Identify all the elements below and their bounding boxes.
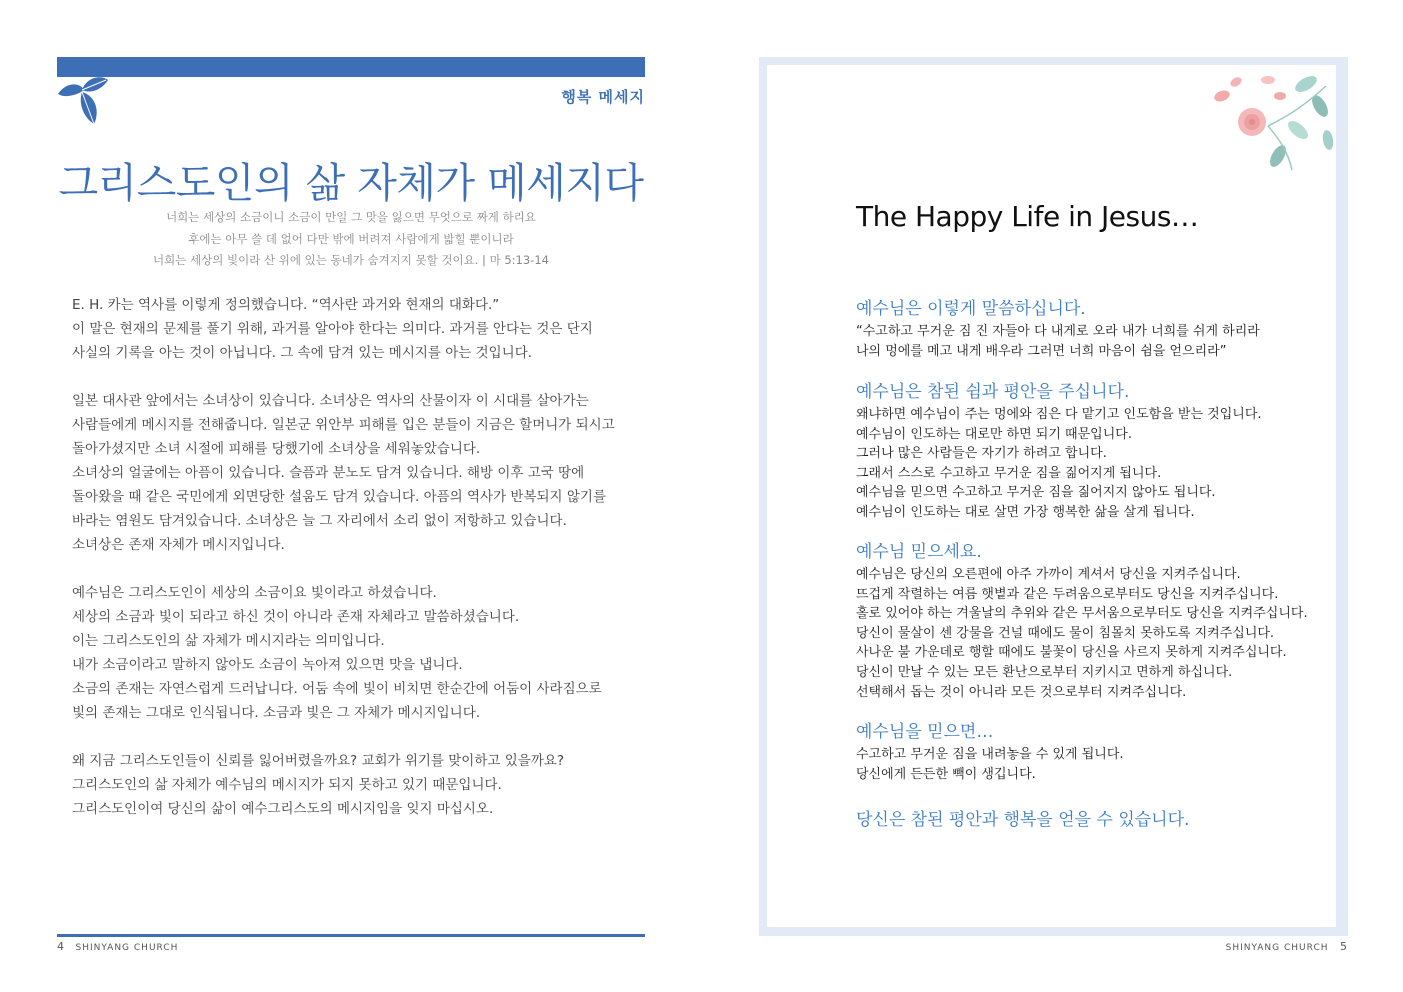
- text-line: E. H. 카는 역사를 이렇게 정의했습니다. “역사란 과거와 현재의 대화다.”: [72, 297, 500, 313]
- paragraph: [72, 749, 642, 821]
- text-line: 그래서 스스로 수고하고 무거운 짐을 짊어지게 됩니다.: [856, 465, 1162, 481]
- section-heading: 예수님 믿으세요.: [856, 542, 982, 562]
- section-heading: 예수님은 참된 쉼과 평안을 주십니다.: [856, 382, 1130, 402]
- paragraph: [72, 581, 642, 725]
- bible-verse: [57, 207, 645, 272]
- footer-bar: [57, 934, 645, 937]
- text-line: 선택해서 돕는 것이 아니라 모든 것으로부터 지켜주십니다.: [856, 684, 1187, 700]
- verse-line: 너희는 세상의 소금이니 소금이 만일 그 맛을 잃으면 무엇으로 짜게 하리요: [166, 210, 536, 224]
- text-line: 사람들에게 메시지를 전해줍니다. 일본군 위안부 피해를 입은 분들이 지금은 할머니가 되시고: [72, 417, 615, 433]
- text-line: 일본 대사관 앞에서는 소녀상이 있습니다. 소녀상은 역사의 산물이자 이 시대를 살아가는: [72, 393, 589, 409]
- message-section: [856, 296, 1260, 361]
- verse-line: 너희는 세상의 빛이라 산 위에 있는 동네가 숨겨지지 못할 것이요. | 마 5:13-14: [153, 253, 549, 267]
- text-line: 이 말은 현재의 문제를 풀기 위해, 과거를 알아야 한다는 의미다. 과거를 안다는 것은 단지: [72, 321, 593, 337]
- header-bar: [57, 57, 645, 77]
- text-line: 소금의 존재는 자연스럽게 드러납니다. 어둠 속에 빛이 비치면 한순간에 어둠이 사라짐으로: [72, 681, 602, 697]
- closing-statement: 당신은 참된 평안과 행복을 얻을 수 있습니다.: [856, 810, 1190, 830]
- text-line: 예수님을 믿으면 수고하고 무거운 짐을 짊어지지 않아도 됩니다.: [856, 485, 1216, 501]
- text-line: 돌아가셨지만 소녀 시절에 피해를 당했기에 소녀상을 세워놓았습니다.: [72, 441, 481, 457]
- page-number: 4: [57, 940, 64, 953]
- paragraph: [72, 389, 642, 557]
- text-line: 예수님이 인도하는 대로만 하면 되기 때문입니다.: [856, 426, 1132, 442]
- text-line: 왜 지금 그리스도인들이 신뢰를 잃어버렸을까요? 교회가 위기를 맞이하고 있을까요?: [72, 753, 565, 769]
- text-line: 당신이 만날 수 있는 모든 환난으로부터 지키시고 면하게 하십니다.: [856, 664, 1233, 680]
- page-number: 5: [1340, 940, 1347, 953]
- text-line: 수고하고 무거운 짐을 내려놓을 수 있게 됩니다.: [856, 747, 1124, 762]
- verse-line: 후에는 아무 쓸 데 없어 다만 밖에 버려져 사람에게 밟힐 뿐이니라: [188, 231, 514, 246]
- text-line: 소녀상은 존재 자체가 메시지입니다.: [72, 537, 285, 553]
- section-label: 행복 메세지: [561, 88, 645, 106]
- message-section: [856, 379, 1262, 523]
- text-line: 그리스도인의 삶 자체가 예수님의 메시지가 되지 못하고 있기 때문입니다.: [72, 777, 502, 793]
- text-line: 뜨겁게 작렬하는 여름 햇볕과 같은 두려움으로부터도 당신을 지켜주십니다.: [856, 586, 1279, 602]
- church-name: SHINYANG CHURCH: [1225, 943, 1329, 953]
- section-heading: 예수님을 믿으면…: [856, 722, 994, 742]
- text-line: “수고하고 무거운 짐 진 자들아 다 내게로 오라 내가 너희를 쉬게 하리라: [856, 324, 1260, 339]
- text-line: 당신에게 든든한 빽이 생깁니다.: [856, 766, 1036, 782]
- church-name: SHINYANG CHURCH: [75, 943, 179, 953]
- text-line: 왜냐하면 예수님이 주는 멍에와 짐은 다 맡기고 인도함을 받는 것입니다.: [856, 407, 1262, 422]
- text-line: 사나운 불 가운데로 행할 때에도 불꽃이 당신을 사르지 못하게 지켜주십니다.: [856, 645, 1287, 661]
- text-line: 돌아왔을 때 같은 국민에게 외면당한 설움도 담겨 있습니다. 아픔의 역사가 반복되지 않기를: [72, 489, 607, 505]
- text-line: 그리스도인이여 당신의 삶이 예수그리스도의 메시지임을 잊지 마십시오.: [72, 801, 494, 817]
- text-line: 세상의 소금과 빛이 되라고 하신 것이 아니라 존재 자체라고 말씀하셨습니다.: [72, 609, 520, 625]
- text-line: 빛의 존재는 그대로 인식됩니다. 소금과 빛은 그 자체가 메시지입니다.: [72, 705, 481, 721]
- blue-leaf-icon: [52, 72, 112, 128]
- section-heading: 예수님은 이렇게 말씀하십니다.: [856, 299, 1086, 319]
- message-section: [856, 719, 1124, 784]
- text-line: 홀로 있어야 하는 겨울날의 추위와 같은 무서움으로부터도 당신을 지켜주십니다.: [856, 606, 1308, 622]
- text-line: 예수님은 그리스도인이 세상의 소금이요 빛이라고 하셨습니다.: [72, 585, 437, 601]
- message-section: [856, 539, 1308, 702]
- page-title: 그리스도인의 삶 자체가 메세지다: [58, 159, 644, 207]
- text-line: 당신이 물살이 센 강물을 건널 때에도 물이 침몰치 못하도록 지켜주십니다.: [856, 625, 1275, 641]
- text-line: 사실의 기록을 아는 것이 아닙니다. 그 속에 담겨 있는 메시지를 아는 것입니다.: [72, 345, 533, 361]
- text-line: 그러나 많은 사람들은 자기가 하려고 합니다.: [856, 446, 1107, 462]
- paragraph: [72, 293, 642, 365]
- footer-right: [1226, 940, 1347, 953]
- article-body: [72, 293, 642, 845]
- flower-bouquet-icon: [1208, 66, 1336, 176]
- text-line: 이는 그리스도인의 삶 자체가 메시지라는 의미입니다.: [72, 633, 385, 649]
- text-line: 소녀상의 얼굴에는 아픔이 있습니다. 슬픔과 분노도 담겨 있습니다. 해방 이후 고국 땅에: [72, 465, 585, 481]
- text-line: 내가 소금이라고 말하지 않아도 소금이 녹아져 있으면 맛을 냅니다.: [72, 657, 463, 673]
- footer-left: [57, 940, 178, 953]
- text-line: 예수님이 인도하는 대로 살면 가장 행복한 삶을 살게 됩니다.: [856, 504, 1195, 520]
- text-line: 나의 멍에를 메고 내게 배우라 그러면 너희 마음이 쉼을 얻으리라”: [856, 343, 1227, 359]
- text-line: 예수님은 당신의 오른편에 아주 가까이 계셔서 당신을 지켜주십니다.: [856, 567, 1241, 582]
- page-title: The Happy Life in Jesus…: [856, 200, 1199, 233]
- text-line: 바라는 염원도 담겨있습니다. 소녀상은 늘 그 자리에서 소리 없이 저항하고 있습니다.: [72, 513, 567, 529]
